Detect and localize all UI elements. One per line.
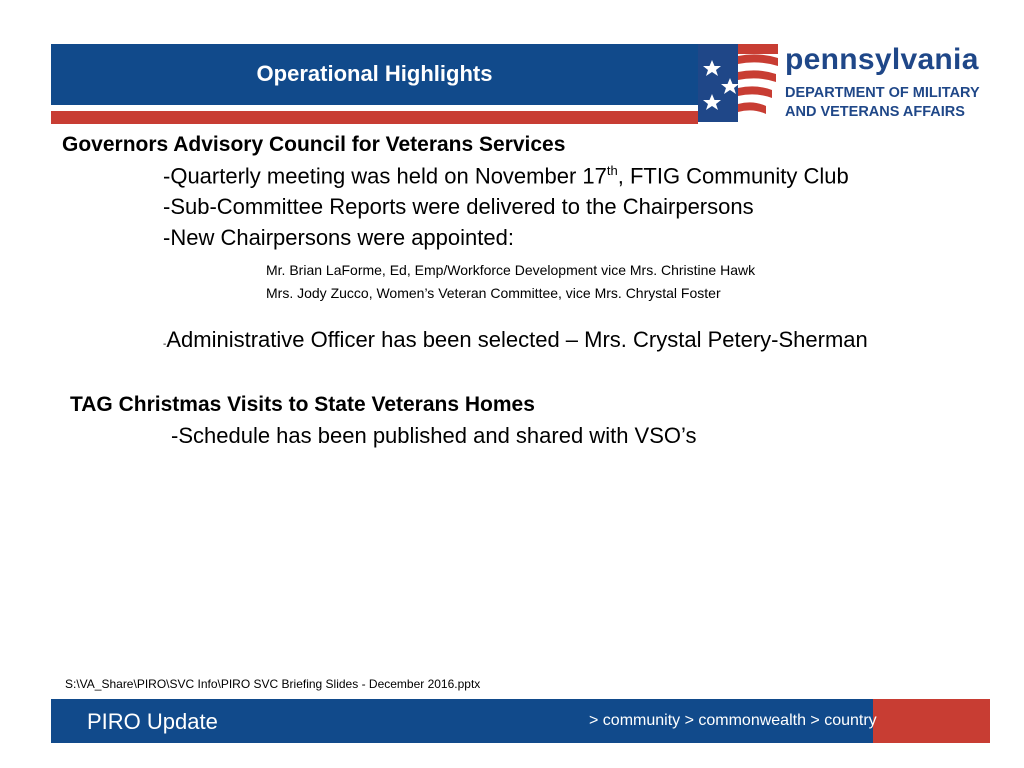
header-banner [51, 44, 698, 105]
logo-wordmark: pennsylvania [785, 43, 979, 76]
appointment-1: Mrs. Jody Zucco, Women’s Veteran Committee, vice Mrs. Chrystal Foster [266, 285, 721, 301]
footer-tagline: > community > commonwealth > country [589, 712, 877, 729]
section1-item-0-tail: , FTIG Community Club [617, 163, 849, 189]
section1-item-0 [163, 163, 849, 189]
footer-red-block [873, 699, 990, 743]
section1-item-0-text: -Quarterly meeting was held on November 17 [163, 163, 607, 189]
file-path: S:\VA_Share\PIRO\SVC Info\PIRO SVC Briefing Slides - December 2016.pptx [65, 677, 481, 691]
section1-heading: Governors Advisory Council for Veterans Services [62, 133, 566, 156]
footer-bar [51, 699, 990, 743]
appointment-0: Mr. Brian LaForme, Ed, Emp/Workforce Development vice Mrs. Christine Hawk [266, 262, 756, 278]
section2-item-0: -Schedule has been published and shared with VSO’s [171, 423, 697, 448]
admin-officer-line [163, 327, 868, 353]
section1-item-1: -Sub-Committee Reports were delivered to the Chairpersons [163, 194, 754, 219]
header-red-stripe [51, 111, 698, 124]
logo-department-line2: AND VETERANS AFFAIRS [785, 104, 965, 120]
section2-heading: TAG Christmas Visits to State Veterans Homes [70, 393, 535, 416]
pa-flag-logo-icon [698, 44, 778, 122]
footer-label: PIRO Update [87, 709, 218, 734]
slide-title: Operational Highlights [256, 61, 493, 86]
section1-item-0-sup: th [606, 163, 618, 178]
admin-officer-text: Administrative Officer has been selected – Mrs. Crystal Petery-Sherman [166, 327, 868, 352]
section1-item-2: -New Chairpersons were appointed: [163, 225, 514, 250]
logo-department-line1: DEPARTMENT OF MILITARY [785, 85, 980, 101]
admin-officer-dash: - [163, 339, 167, 350]
